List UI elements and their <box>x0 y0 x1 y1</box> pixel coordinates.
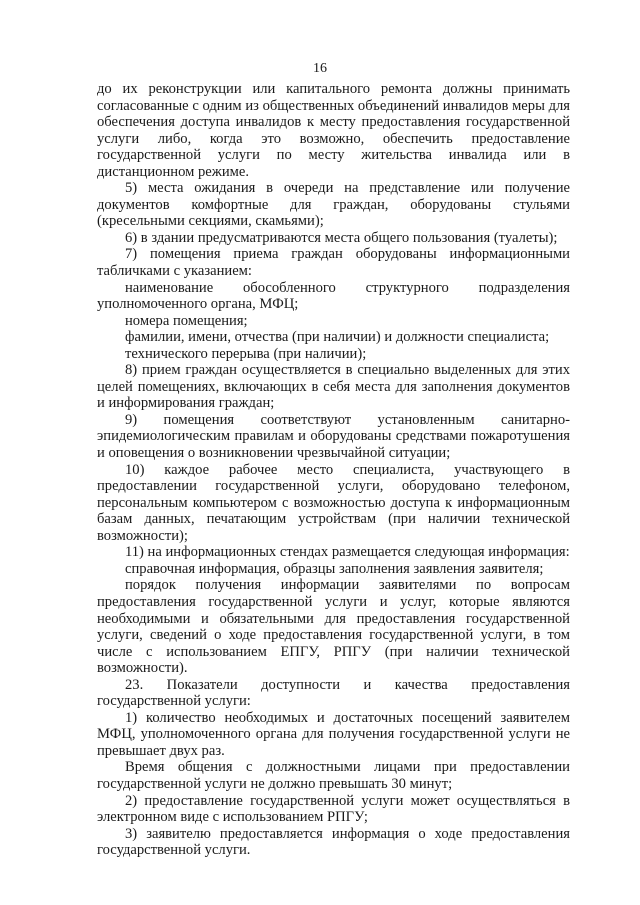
document-body <box>97 81 570 859</box>
document-paragraph: фамилии, имени, отчества (при наличии) и должности специалиста; <box>125 329 550 346</box>
document-paragraph: 7) помещения приема граждан оборудованы информационными табличками с указанием: <box>97 246 570 280</box>
document-paragraph: 2) предоставление государственной услуги может осуществляться в электронном виде с использованием РПГУ; <box>97 792 570 826</box>
document-paragraph: 6) в здании предусматриваются места общего пользования (туалеты); <box>125 229 558 246</box>
page-number: 16 <box>313 61 327 76</box>
document-paragraph: 3) заявителю предоставляется информация о ходе предоставления государственной услуги. <box>97 825 570 859</box>
document-paragraph: номера помещения; <box>125 312 248 329</box>
document-paragraph: технического перерыва (при наличии); <box>125 345 367 362</box>
document-paragraph: порядок получения информации заявителями по вопросам предоставления государственной услуги и услуг, которые являются необходимыми и обязательными для предоставления государственной услуги, сведений о ходе предоставления государственной услуги, в том числе с использованием ЕПГУ, РПГУ (при наличии технической возможности). <box>97 577 570 677</box>
document-paragraph: 10) каждое рабочее место специалиста, участвующего в предоставлении государственной услуги, оборудовано телефоном, персональным компьютером с возможностью доступа к информационным базам данных, печатающим устройствам (при наличии технической возможности); <box>97 461 570 544</box>
document-paragraph: 9) помещения соответствуют установленным санитарно-эпидемиологическим правилам и оборудованы средствами пожаротушения и оповещения о возникновении чрезвычайной ситуации; <box>97 411 570 462</box>
document-paragraph: справочная информация, образцы заполнения заявления заявителя; <box>125 560 544 577</box>
document-paragraph: 1) количество необходимых и достаточных посещений заявителем МФЦ, уполномоченного органа для получения государственной услуги не превышает двух раз. <box>97 709 570 759</box>
document-paragraph: 8) прием граждан осуществляется в специально выделенных для этих целей помещениях, включающих в себя места для заполнения документов и информирования граждан; <box>97 362 570 412</box>
document-paragraph: 5) места ожидания в очереди на представление или получение документов комфортные для граждан, оборудованы стульями (кресельными секциями, скамьями); <box>97 180 570 230</box>
document-paragraph: Время общения с должностными лицами при предоставлении государственной услуги не должно превышать 30 минут; <box>97 759 570 792</box>
document-paragraph: до их реконструкции или капитального ремонта должны принимать согласованные с одним из общественных объединений инвалидов меры для обеспечения доступа инвалидов к месту предоставления государственной услуги либо, когда это возможно, обеспечить предоставление государственной услуги по месту жительства инвалида или в дистанционном режиме. <box>97 81 570 180</box>
document-paragraph: 11) на информационных стендах размещается следующая информация: <box>125 544 570 561</box>
document-paragraph: наименование обособленного структурного подразделения уполномоченного органа, МФЦ; <box>97 279 570 313</box>
document-paragraph: 23. Показатели доступности и качества предоставления государственной услуги: <box>97 676 570 710</box>
